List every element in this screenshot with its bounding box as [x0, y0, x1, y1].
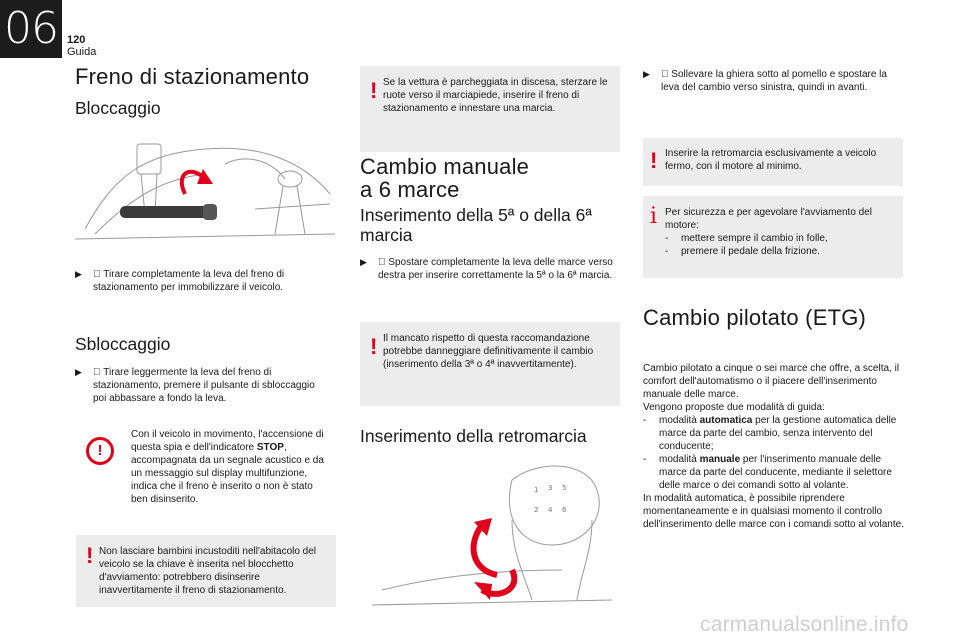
svg-text:3: 3 [548, 484, 553, 492]
manual-gearbox-title: Cambio manuale a 6 marce [360, 154, 530, 202]
parking-brake-title: Freno di stazionamento [75, 64, 310, 89]
gear-5-6-warning-text: Il mancato rispetto di questa raccomandazione potrebbe danneggiare definitivamente il cambio (inserimento della 3ª o 4ª inavvertitamente). [383, 333, 594, 370]
safety-info-text: Per sicurezza e per agevolare l'avviamento del motore: - mettere sempre il cambio in folle, - premere il pedale della frizione. [665, 206, 900, 258]
svg-text:5: 5 [562, 484, 567, 492]
svg-text:1: 1 [534, 486, 539, 494]
warning-exclamation-icon: ! [370, 78, 378, 103]
list-item: - mettere sempre il cambio in folle, [665, 232, 900, 245]
svg-text:4: 4 [548, 506, 553, 514]
gear-knob-illustration [362, 450, 620, 608]
step-arrow-icon: ▶ [360, 257, 367, 267]
step-arrow-icon: ▶ [75, 367, 82, 377]
unlock-step: ▶ Tirare leggermente la leva del freno di stazionamento, premere il pulsante di sbloccaggio poi abbassare a fondo la leva. [75, 367, 315, 404]
list-item: - modalità manuale per l'inserimento manuale delle marce da parte del conducente, mediante il selettore delle marce o dei comandi sotto al volante. [643, 453, 908, 492]
page-number: 120 [67, 34, 86, 46]
warning-exclamation-icon: ! [370, 334, 378, 359]
gear-5-6-warning-box [360, 322, 620, 406]
page-section: Guida [67, 46, 97, 58]
lock-heading: Bloccaggio [75, 98, 161, 118]
reverse-warning-text: Inserire la retromarcia esclusivamente a veicolo fermo, con il motore al minimo. [665, 148, 877, 172]
children-warning-box [76, 535, 336, 607]
brake-warning-lamp-icon: ! [86, 437, 114, 465]
step-arrow-icon: ▶ [75, 269, 82, 279]
list-item: - premere il pedale della frizione. [665, 245, 900, 258]
info-icon: i [650, 204, 658, 229]
etg-title: Cambio pilotato (ETG) [643, 305, 867, 330]
parking-brake-illustration [75, 134, 335, 244]
warning-lamp-text: Con il veicolo in movimento, l'accensione di questa spia e dell'indicatore STOP, accompagnata da un segnale acustico e da un messaggio sul display multifunzione, indica che il freno è inserito o non è stato ben disinserito. [131, 429, 324, 505]
chapter-tab: 06 [0, 0, 62, 58]
slope-warning-text: Se la vettura è parcheggiata in discesa, sterzare le ruote verso il marciapiede, inserire il freno di stazionamento e innestare una marcia. [383, 77, 608, 114]
reverse-heading: Inserimento della retromarcia [360, 426, 587, 446]
list-item: - modalità automatica per la gestione automatica delle marce da parte del cambio, senza intervento del conducente; [643, 414, 908, 453]
step-arrow-icon: ▶ [643, 69, 650, 79]
watermark: carmanualsonline.info [700, 613, 909, 636]
slope-warning-box [360, 66, 620, 152]
safety-info-box [643, 196, 903, 278]
unlock-heading: Sbloccaggio [75, 334, 171, 354]
gear-5-6-step: ▶ Spostare completamente la leva delle marce verso destra per inserire correttamente la 5ª o la 6ª marcia. [360, 257, 613, 281]
svg-text:6: 6 [562, 506, 567, 514]
warning-exclamation-icon: ! [650, 148, 658, 173]
reverse-step: ▶ Sollevare la ghiera sotto al pomello e spostare la leva del cambio verso sinistra, quindi in avanti. [643, 69, 887, 93]
warning-exclamation-icon: ! [86, 543, 94, 568]
children-warning-text: Non lasciare bambini incustoditi nell'abitacolo del veicolo se la chiave è inserita nel blocchetto d'avviamento: potrebbero disinserire inavvertitamente il freno di stazionamento. [99, 546, 317, 596]
lock-step: ▶ Tirare completamente la leva del freno di stazionamento per immobilizzare il veicolo. [75, 269, 285, 293]
svg-text:2: 2 [534, 506, 539, 514]
reverse-warning-box [643, 138, 903, 186]
etg-description: Cambio pilotato a cinque o sei marce che offre, a scelta, il comfort dell'automatismo o il piacere dell'inserimento manuale delle marce. Vengono proposte due modalità di guida: - modalità automatica per la gestione automatica delle marce da parte del cambio, senza intervento del conducente; - modalità manuale per l'inserimento manuale delle marce da parte del conducente, mediante il selettore delle marce o dei comandi sotto al volante. In modalità automatica, è possibile riprendere momentaneamente e in qualsiasi momento il controllo dell'inserimento delle marce con i comandi sotto al volante. [643, 362, 908, 531]
gear-5-6-heading: Inserimento della 5ª o della 6ª marcia [360, 205, 592, 245]
